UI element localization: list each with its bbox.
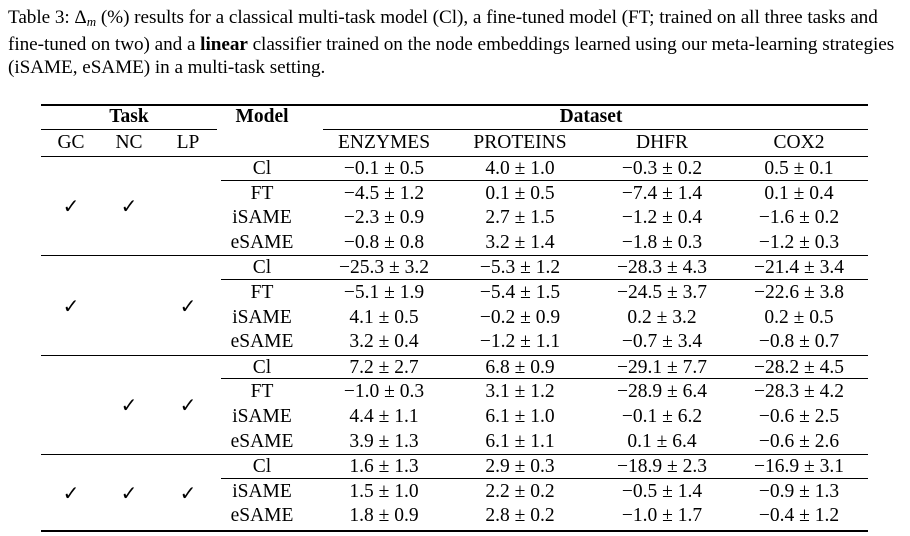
task-group-underline xyxy=(41,129,217,130)
cl-row-separator xyxy=(221,378,868,379)
value-cell: 3.2 ± 0.4 xyxy=(349,331,419,353)
checkmark-icon: ✓ xyxy=(179,393,197,417)
delta-symbol: Δ xyxy=(74,7,87,28)
value-cell: −0.7 ± 3.4 xyxy=(621,331,703,353)
model-name: iSAME xyxy=(232,207,292,229)
value-cell: 0.2 ± 3.2 xyxy=(627,306,697,328)
task-col-nc: NC xyxy=(115,132,143,153)
model-name: Cl xyxy=(252,356,272,378)
checkmark-icon: ✓ xyxy=(120,194,138,219)
model-name: eSAME xyxy=(230,430,294,452)
value-cell: −0.1 ± 0.5 xyxy=(343,158,425,179)
cl-row-separator xyxy=(221,478,868,479)
model-name: FT xyxy=(250,182,274,204)
value-cell: 7.2 ± 2.7 xyxy=(349,356,419,378)
value-cell: −0.3 ± 0.2 xyxy=(621,158,703,179)
results-table xyxy=(41,104,868,532)
value-cell: −28.3 ± 4.3 xyxy=(617,257,707,279)
task-col-gc: GC xyxy=(57,132,85,153)
dataset-group-header: Dataset xyxy=(559,106,623,127)
checkmark-icon: ✓ xyxy=(120,393,138,417)
value-cell: 3.2 ± 1.4 xyxy=(485,231,555,253)
value-cell: −18.9 ± 2.3 xyxy=(617,456,707,478)
table-caption xyxy=(8,6,903,79)
value-cell: 6.1 ± 1.0 xyxy=(485,406,555,427)
value-cell: −0.5 ± 1.4 xyxy=(621,480,703,502)
model-name: Cl xyxy=(252,456,272,478)
value-cell: 1.8 ± 0.9 xyxy=(349,505,419,527)
task-col-lp: LP xyxy=(176,132,200,153)
model-name: Cl xyxy=(252,257,272,279)
model-name: eSAME xyxy=(230,231,294,253)
checkmark-icon: ✓ xyxy=(62,481,80,506)
caption-text-b: classifier trained on the node embeddings learned using our meta-learning strategies (iSAME, eSAME) in a multi-task setting. xyxy=(8,34,895,78)
value-cell: −0.2 ± 0.9 xyxy=(479,306,561,328)
value-cell: −0.6 ± 2.6 xyxy=(758,430,840,452)
value-cell: 2.9 ± 0.3 xyxy=(485,456,555,478)
value-cell: −1.2 ± 1.1 xyxy=(479,331,561,353)
delta-subscript: m xyxy=(86,14,97,29)
value-cell: −0.6 ± 2.5 xyxy=(758,406,840,427)
value-cell: 2.7 ± 1.5 xyxy=(485,207,555,229)
value-cell: −0.9 ± 1.3 xyxy=(758,480,840,502)
model-name: iSAME xyxy=(232,406,292,427)
value-cell: −2.3 ± 0.9 xyxy=(343,207,425,229)
value-cell: −0.1 ± 6.2 xyxy=(621,406,703,427)
model-name: iSAME xyxy=(232,480,292,502)
value-cell: −5.1 ± 1.9 xyxy=(343,282,425,303)
value-cell: 6.1 ± 1.1 xyxy=(485,430,555,452)
caption-label: Table 3: xyxy=(8,7,70,28)
value-cell: 1.5 ± 1.0 xyxy=(349,480,419,502)
model-name: eSAME xyxy=(230,505,294,527)
dataset-col-cox2: COX2 xyxy=(773,132,825,153)
task-group-header: Task xyxy=(109,106,149,127)
value-cell: 0.5 ± 0.1 xyxy=(764,158,834,179)
value-cell: 0.2 ± 0.5 xyxy=(764,306,834,328)
value-cell: −16.9 ± 3.1 xyxy=(754,456,844,478)
value-cell: 1.6 ± 1.3 xyxy=(349,456,419,478)
value-cell: −1.8 ± 0.3 xyxy=(621,231,703,253)
checkmark-icon: ✓ xyxy=(62,293,80,318)
value-cell: −0.8 ± 0.8 xyxy=(343,231,425,253)
value-cell: −29.1 ± 7.7 xyxy=(617,356,707,378)
model-name: Cl xyxy=(252,158,272,179)
model-name: FT xyxy=(250,381,274,403)
dataset-col-enzymes: ENZYMES xyxy=(337,132,431,153)
model-name: iSAME xyxy=(232,306,292,328)
value-cell: −0.4 ± 1.2 xyxy=(758,505,840,527)
dataset-col-proteins: PROTEINS xyxy=(473,132,567,153)
value-cell: 6.8 ± 0.9 xyxy=(485,356,555,378)
value-cell: −22.6 ± 3.8 xyxy=(754,282,844,303)
value-cell: −28.9 ± 6.4 xyxy=(617,381,707,403)
model-group-header: Model xyxy=(235,106,289,127)
value-cell: −1.6 ± 0.2 xyxy=(758,207,840,229)
value-cell: −24.5 ± 3.7 xyxy=(617,282,707,303)
checkmark-icon: ✓ xyxy=(120,481,138,506)
value-cell: 4.0 ± 1.0 xyxy=(485,158,555,179)
value-cell: 2.2 ± 0.2 xyxy=(485,480,555,502)
value-cell: −28.2 ± 4.5 xyxy=(754,356,844,378)
value-cell: −1.2 ± 0.4 xyxy=(621,207,703,229)
checkmark-icon: ✓ xyxy=(62,194,80,219)
dataset-group-underline xyxy=(323,129,868,130)
model-name: FT xyxy=(250,282,274,303)
value-cell: 3.1 ± 1.2 xyxy=(485,381,555,403)
value-cell: −28.3 ± 4.2 xyxy=(754,381,844,403)
caption-text-a: (%) results for a classical multi-task model (Cl), a fine-tuned model (FT; trained on all three tasks and fine-tuned on two) and a xyxy=(8,7,878,55)
cl-row-separator xyxy=(221,279,868,280)
value-cell: −7.4 ± 1.4 xyxy=(621,182,703,204)
value-cell: −0.8 ± 0.7 xyxy=(758,331,840,353)
cl-row-separator xyxy=(221,180,868,181)
dataset-col-dhfr: DHFR xyxy=(635,132,689,153)
value-cell: 4.4 ± 1.1 xyxy=(349,406,419,427)
value-cell: −21.4 ± 3.4 xyxy=(754,257,844,279)
model-name: eSAME xyxy=(230,331,294,353)
value-cell: −25.3 ± 3.2 xyxy=(339,257,429,279)
checkmark-icon: ✓ xyxy=(179,481,197,506)
value-cell: 0.1 ± 6.4 xyxy=(627,430,697,452)
value-cell: 0.1 ± 0.5 xyxy=(485,182,555,204)
value-cell: 3.9 ± 1.3 xyxy=(349,430,419,452)
value-cell: 2.8 ± 0.2 xyxy=(485,505,555,527)
value-cell: 0.1 ± 0.4 xyxy=(764,182,834,204)
value-cell: −1.0 ± 1.7 xyxy=(621,505,703,527)
value-cell: −4.5 ± 1.2 xyxy=(343,182,425,204)
value-cell: −1.2 ± 0.3 xyxy=(758,231,840,253)
bottom-rule xyxy=(41,530,868,532)
value-cell: −5.4 ± 1.5 xyxy=(479,282,561,303)
value-cell: −5.3 ± 1.2 xyxy=(479,257,561,279)
caption-bold-word: linear xyxy=(200,34,248,55)
value-cell: 4.1 ± 0.5 xyxy=(349,306,419,328)
checkmark-icon: ✓ xyxy=(179,293,197,318)
value-cell: −1.0 ± 0.3 xyxy=(343,381,425,403)
